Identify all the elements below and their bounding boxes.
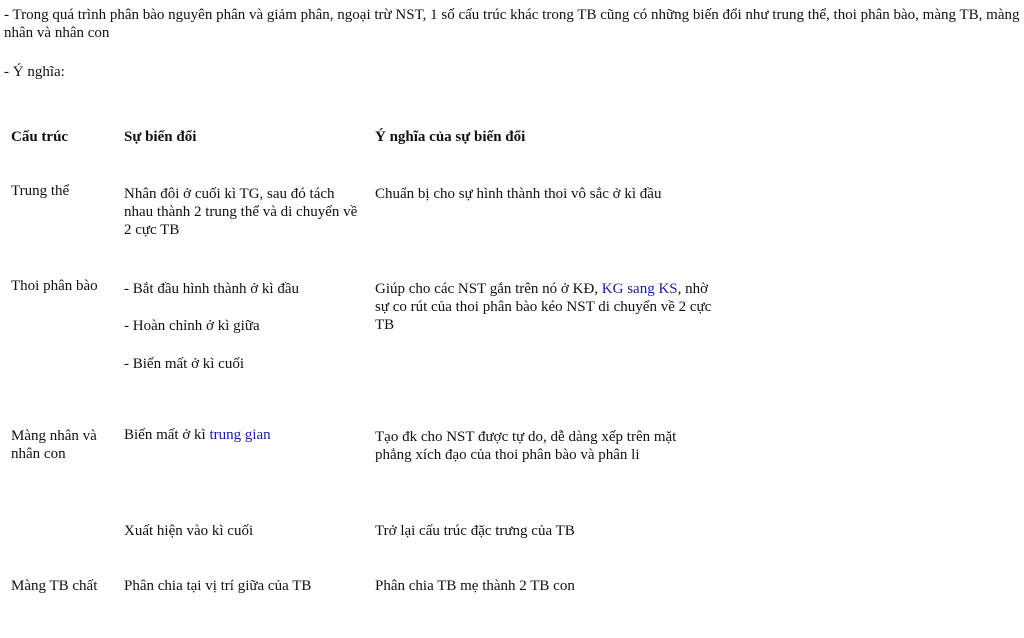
row-nucleus-change-2: Xuất hiện vào kì cuối [124,523,254,539]
row-nucleus-meaning-2: Trở lại cấu trúc đặc trưng của TB [375,523,575,539]
header-meaning: Ý nghĩa của sự biến đổi [375,129,526,145]
row-spindle-change-1: - Bắt đầu hình thành ở kì đầu [124,281,299,297]
kg-sang-ks-link[interactable]: KG sang KS [601,281,678,297]
meaning-label: - Ý nghĩa: [4,64,65,80]
spindle-meaning-part-b: , nhờ sự co rút của thoi phân bào kéo NST di chuyển về 2 cực TB [375,281,712,333]
row-cytoplasm-change: Phân chia tại vị trí giữa của TB [124,578,312,594]
row-centrosome-meaning: Chuẩn bị cho sự hình thành thoi vô sắc ở kì đầu [375,186,662,202]
row-spindle-structure: Thoi phân bào [11,278,98,294]
intro-paragraph: - Trong quá trình phân bào nguyên phân và giảm phân, ngoại trừ NST, 1 số cấu trúc khác trong TB cũng có những biến đổi như trung thể, thoi phân bào, màng TB, màng nhân và nhân con [4,7,1020,41]
header-change: Sự biến đổi [124,129,197,145]
row-nucleus-change [124,426,364,444]
row-spindle-change-3: - Biến mất ở kì cuối [124,356,244,372]
row-cytoplasm-meaning: Phân chia TB mẹ thành 2 TB con [375,578,575,594]
row-centrosome-structure: Trung thể [11,183,70,199]
nucleus-change-text: Biến mất ở kì [124,427,210,443]
trung-gian-link[interactable]: trung gian [209,427,271,443]
row-nucleus-meaning: Tạo đk cho NST được tự do, dễ dàng xếp trên mặt phẳng xích đạo của thoi phân bào và phân li [375,429,677,463]
spindle-meaning-part-a: Giúp cho các NST gắn trên nó ở KĐ, [375,281,602,297]
row-spindle-meaning [375,280,715,334]
row-centrosome-change: Nhân đôi ở cuối kì TG, sau đó tách nhau thành 2 trung thể và di chuyển về 2 cực TB [124,186,358,238]
row-nucleus-structure: Màng nhân và nhân con [11,428,97,462]
header-structure: Cấu trúc [11,129,69,145]
row-spindle-change-2: - Hoàn chỉnh ở kì giữa [124,318,260,334]
row-cytoplasm-structure: Màng TB chất [11,578,98,594]
